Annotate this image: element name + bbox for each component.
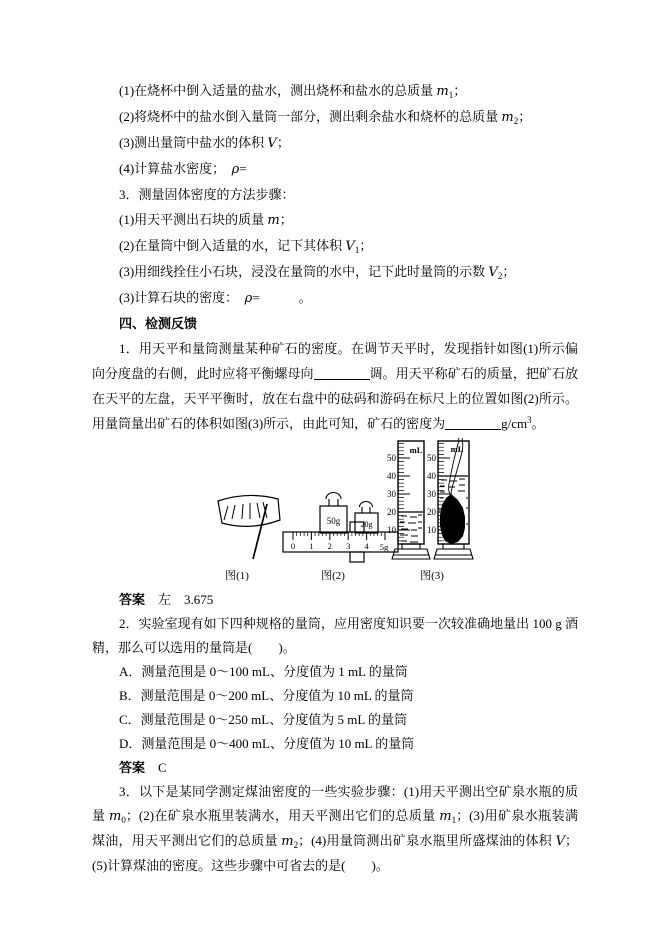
cylinder-rock-stem xyxy=(443,544,464,549)
solid-density-title: 3．测量固体密度的方法步骤： xyxy=(119,187,295,202)
salt-step-3: (3)测出量筒中盐水的体积 V； xyxy=(119,135,290,151)
figure-row xyxy=(92,438,578,588)
beam-scale-figure xyxy=(283,493,398,583)
solid-step-3: (3)用细线拴住小石块，浸没在量筒的水中，记下此时量筒的示数 $V_2$； xyxy=(119,264,516,281)
cyl1-tick-30: 30 xyxy=(387,489,396,499)
cylinder-water-unit: mL xyxy=(409,445,423,455)
figure2-caption: 图(2) xyxy=(321,570,345,582)
weight-50g-label: 50g xyxy=(326,516,341,526)
question-1-text: 1．用天平和量筒测量某种矿石的密度。在调节天平时，发现指针如图(1)所示偏向分度盘的右侧，此时应将平衡螺母向 调。用天平称矿石的质量，把矿石放在天平的左盘，天平平衡时，放在右盘中的砝码和游码在标尺上的位置如图(2)所示。用量筒量出矿石的体积如图(3)所示，由此可知，矿石的密度为 $g/cm^3$。 xyxy=(92,341,578,431)
cyl1-tick-40: 40 xyxy=(387,471,396,481)
physics-figure xyxy=(200,438,485,588)
balance-pointer xyxy=(253,504,267,559)
question-2-text: 2．实验室现有如下四种规格的量筒，应用密度知识要一次较准确地量出 100 g 酒精，那么可以选用的量筒是( )。 xyxy=(92,616,578,655)
salt-step-1: (1)在烧杯中倒入适量的盐水，测出烧杯和盐水的总质量 $m_1$； xyxy=(119,83,467,100)
solid-step-4: (3)计算石块的密度： ρ= 。 xyxy=(119,290,312,306)
rider-bottom xyxy=(350,552,364,562)
question-3-text: 3．以下是某同学测定煤油密度的一些实验步骤：(1)用天平测出空矿泉水瓶的质量 $m_0$；(2)在矿泉水瓶里装满水，用天平测出它们的总质量 $m_1$；(3)用矿泉水瓶装满煤油，用天平测出它们的总质量 $m_2$；(4)用量筒测出矿泉水瓶里所盛煤油的体积 V；(5)计算煤油的密度。这些步骤中可省去的是( )。 xyxy=(92,784,578,873)
salt-step-4: (4)计算盐水密度； ρ= xyxy=(119,161,247,177)
cyl2-tick-30: 30 xyxy=(427,489,436,499)
answer-1: 答案 左 3.675 xyxy=(119,592,214,607)
weight-20g-label: 20g xyxy=(360,520,373,529)
ruler-tick-3: 3 xyxy=(346,541,351,551)
cyl1-tick-50: 50 xyxy=(387,453,396,463)
cyl1-tick-10: 10 xyxy=(387,525,396,535)
salt-step-2: (2)将烧杯中的盐水倒入量筒一部分，测出剩余盐水和烧杯的总质量 $m_2$； xyxy=(119,109,532,126)
dial-scale-ticks xyxy=(224,502,267,520)
cylinder-rock-foot xyxy=(434,549,473,559)
bottom-section xyxy=(92,588,578,878)
figure3-caption: 图(3) xyxy=(420,570,444,582)
worksheet-page xyxy=(92,78,578,878)
cyl1-tick-20: 20 xyxy=(387,507,396,517)
ruler-tick-1: 1 xyxy=(309,541,314,551)
cylinder-water-stem xyxy=(402,544,420,549)
figure1-caption: 图(1) xyxy=(225,570,249,582)
cylinder-rock-unit: mL xyxy=(450,444,464,454)
q2-option-a: A．测量范围是 0～100 mL、分度值为 1 mL 的量筒 xyxy=(119,664,408,679)
graduated-cylinders-figure xyxy=(387,438,473,582)
q2-option-b: B．测量范围是 0～200 mL、分度值为 10 mL 的量筒 xyxy=(119,688,414,703)
answer-2: 答案 C xyxy=(119,760,167,775)
cyl2-tick-40: 40 xyxy=(427,471,436,481)
q2-option-c: C．测量范围是 0～250 mL、分度值为 5 mL 的量筒 xyxy=(119,712,408,727)
balance-dial-figure xyxy=(218,495,280,582)
ruler-tick-2: 2 xyxy=(327,541,332,551)
solid-step-1: (1)用天平测出石块的质量 m； xyxy=(119,212,293,228)
cylinder-water-body xyxy=(398,441,424,544)
ruler-tick-0: 0 xyxy=(290,541,296,551)
q2-option-d: D．测量范围是 0～400 mL、分度值为 10 mL 的量筒 xyxy=(119,736,415,751)
cyl2-tick-20: 20 xyxy=(427,507,436,517)
solid-step-2: (2)在量筒中倒入适量的水，记下其体积 $V_1$； xyxy=(119,238,373,255)
ruler-tick-4: 4 xyxy=(364,541,369,551)
section-title-feedback: 四、检测反馈 xyxy=(119,316,198,331)
ruler-end-label: 5g xyxy=(379,542,389,552)
cyl2-tick-50: 50 xyxy=(427,453,436,463)
weight-20g-knob xyxy=(360,502,373,514)
weight-50g-knob xyxy=(326,493,341,507)
cyl2-tick-10: 10 xyxy=(427,525,436,535)
dial-plate xyxy=(218,495,280,526)
